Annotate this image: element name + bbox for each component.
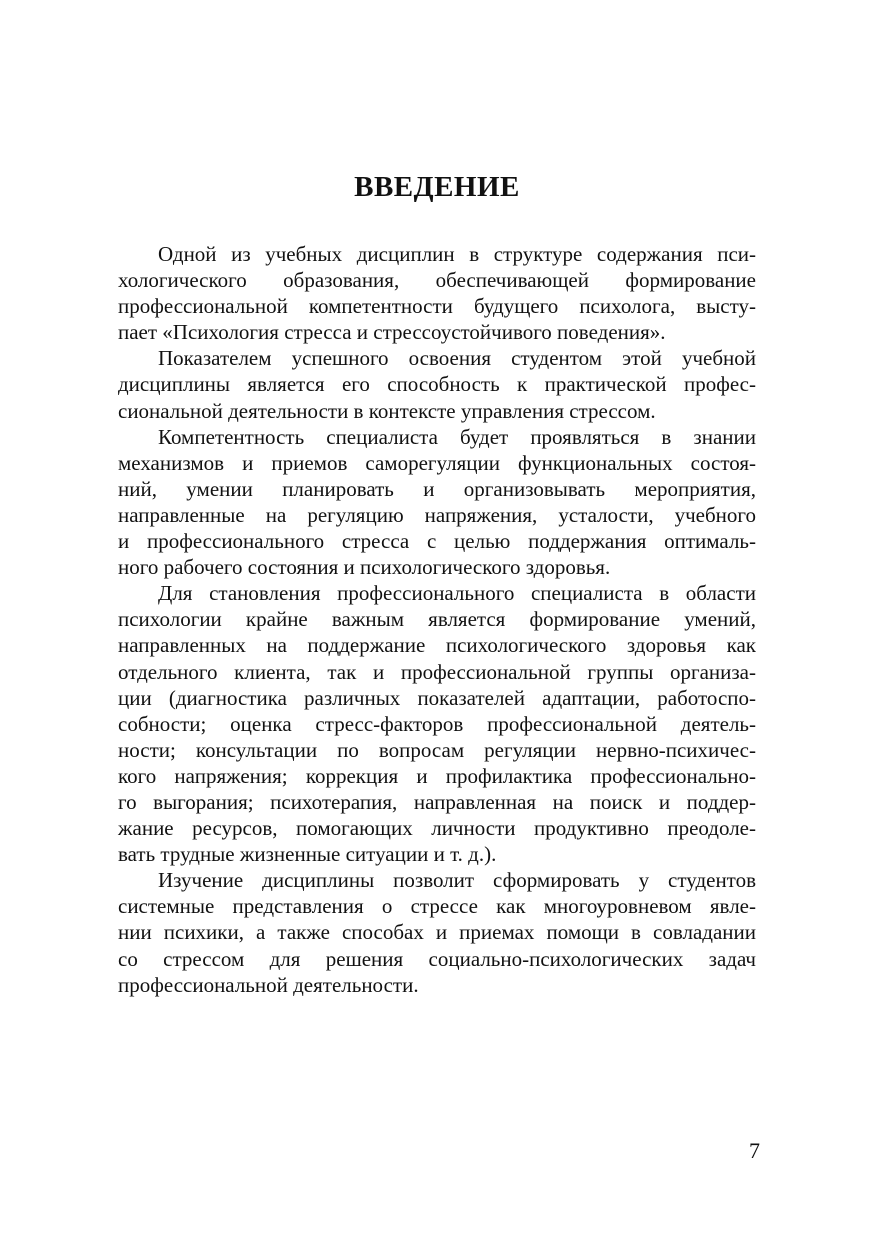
text-line: пает «Психология стресса и стрессоустойчивого поведения». <box>118 320 666 345</box>
paragraph-5 <box>118 867 756 997</box>
text-line: дисциплины является его способность к практической профес- <box>118 372 756 397</box>
page-number: 7 <box>749 1138 760 1163</box>
text-line: со стрессом для решения социально-психологических задач <box>118 946 756 971</box>
text-line: и профессионального стресса с целью поддержания оптималь- <box>118 529 756 554</box>
text-line: ности; консультации по вопросам регуляции нервно-психичес- <box>118 737 756 762</box>
text-line: хологического образования, обеспечивающей формирование <box>118 268 756 293</box>
text-line: Одной из учебных дисциплин в структуре содержания пси- <box>158 242 756 266</box>
page-title: ВВЕДЕНИЕ <box>354 171 520 203</box>
text-line: го выгорания; психотерапия, направленная на поиск и поддер- <box>118 789 756 814</box>
text-line: вать трудные жизненные ситуации и т. д.). <box>118 842 497 867</box>
text-line: ний, умении планировать и организовывать мероприятия, <box>118 476 756 501</box>
text-line: ции (диагностика различных показателей адаптации, работоспо- <box>118 685 756 710</box>
body-text <box>118 241 756 998</box>
paragraph-1 <box>118 241 756 345</box>
paragraph-2 <box>118 345 756 423</box>
paragraph-4 <box>118 580 756 867</box>
text-line: Компетентность специалиста будет проявляться в знании <box>158 424 756 449</box>
paragraph-3 <box>118 424 756 581</box>
text-line: направленных на поддержание психологического здоровья как <box>118 633 756 658</box>
text-line: Изучение дисциплины позволит сформировать у студентов <box>158 868 756 893</box>
text-line: направленные на регуляцию напряжения, усталости, учебного <box>118 502 756 527</box>
text-line: отдельного клиента, так и профессиональной группы организа- <box>118 659 756 684</box>
text-line: Показателем успешного освоения студентом этой учебной <box>158 346 756 371</box>
text-line: Для становления профессионального специалиста в области <box>158 581 756 606</box>
text-line: ного рабочего состояния и психологического здоровья. <box>118 555 611 580</box>
text-line: жание ресурсов, помогающих личности продуктивно преодоле- <box>118 816 756 841</box>
text-line: собности; оценка стресс-факторов профессиональной деятель- <box>118 711 756 736</box>
text-line: механизмов и приемов саморегуляции функциональных состоя- <box>118 450 756 475</box>
text-line: нии психики, а также способах и приемах помощи в совладании <box>118 920 756 945</box>
text-line: кого напряжения; коррекция и профилактика профессионально- <box>118 763 756 788</box>
text-line: профессиональной компетентности будущего психолога, высту- <box>118 294 756 319</box>
text-line: профессиональной деятельности. <box>118 972 419 997</box>
text-line: психологии крайне важным является формирование умений, <box>118 607 756 632</box>
text-line: системные представления о стрессе как многоуровневом явле- <box>118 894 756 919</box>
text-line: сиональной деятельности в контексте управления стрессом. <box>118 398 656 423</box>
